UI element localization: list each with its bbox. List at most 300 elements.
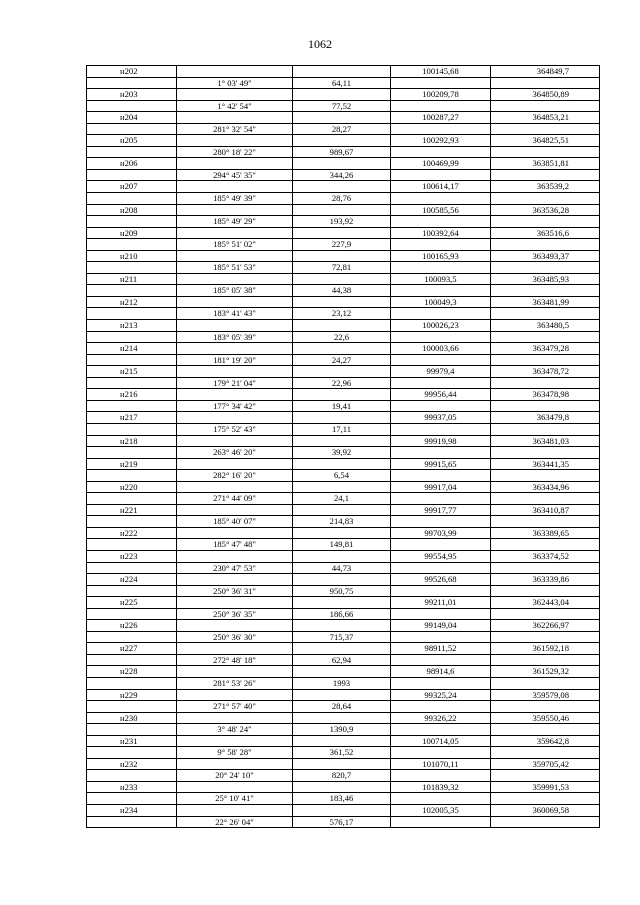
x-coordinate-cell: 99915,65 bbox=[390, 459, 490, 470]
segment-row bbox=[86, 609, 600, 621]
coordinates-table bbox=[86, 65, 600, 828]
empty-angle-cell bbox=[176, 459, 292, 470]
empty-length-cell bbox=[292, 89, 390, 100]
empty-angle-cell bbox=[176, 436, 292, 447]
empty-x-cell bbox=[390, 378, 490, 389]
direction-angle-cell: 175° 52' 43" bbox=[176, 424, 292, 435]
empty-x-cell bbox=[390, 586, 490, 597]
empty-length-cell bbox=[292, 528, 390, 539]
y-coordinate-cell: 359642,8 bbox=[490, 736, 600, 747]
empty-length-cell bbox=[292, 759, 390, 770]
direction-angle-cell: 185° 51' 53" bbox=[176, 262, 292, 273]
segment-length-cell: 214,83 bbox=[292, 516, 390, 527]
empty-point-cell bbox=[86, 239, 176, 250]
empty-x-cell bbox=[390, 470, 490, 481]
point-row bbox=[86, 505, 600, 517]
direction-angle-cell: 185° 49' 29" bbox=[176, 216, 292, 227]
empty-x-cell bbox=[390, 447, 490, 458]
x-coordinate-cell: 99919,98 bbox=[390, 436, 490, 447]
empty-length-cell bbox=[292, 135, 390, 146]
direction-angle-cell: 20° 24' 10" bbox=[176, 770, 292, 781]
segment-length-cell: 715,37 bbox=[292, 632, 390, 643]
direction-angle-cell: 183° 05' 39" bbox=[176, 332, 292, 343]
empty-point-cell bbox=[86, 124, 176, 135]
direction-angle-cell: 280° 18' 22" bbox=[176, 147, 292, 158]
y-coordinate-cell: 363479,8 bbox=[490, 412, 600, 423]
direction-angle-cell: 230° 47' 53" bbox=[176, 563, 292, 574]
segment-row bbox=[86, 216, 600, 228]
y-coordinate-cell: 359705,42 bbox=[490, 759, 600, 770]
empty-y-cell bbox=[490, 563, 600, 574]
empty-point-cell bbox=[86, 355, 176, 366]
point-row bbox=[86, 459, 600, 471]
point-row bbox=[86, 135, 600, 147]
point-name-cell: н226 bbox=[86, 620, 176, 631]
y-coordinate-cell: 364849,7 bbox=[490, 66, 600, 77]
point-name-cell: н220 bbox=[86, 482, 176, 493]
empty-point-cell bbox=[86, 747, 176, 758]
segment-length-cell: 28,64 bbox=[292, 701, 390, 712]
empty-y-cell bbox=[490, 262, 600, 273]
y-coordinate-cell: 363441,35 bbox=[490, 459, 600, 470]
segment-row bbox=[86, 101, 600, 113]
empty-length-cell bbox=[292, 459, 390, 470]
point-row bbox=[86, 412, 600, 424]
x-coordinate-cell: 100145,68 bbox=[390, 66, 490, 77]
segment-row bbox=[86, 78, 600, 90]
empty-x-cell bbox=[390, 817, 490, 828]
empty-length-cell bbox=[292, 736, 390, 747]
empty-angle-cell bbox=[176, 759, 292, 770]
empty-length-cell bbox=[292, 782, 390, 793]
empty-angle-cell bbox=[176, 320, 292, 331]
empty-angle-cell bbox=[176, 551, 292, 562]
point-name-cell: н207 bbox=[86, 181, 176, 192]
empty-x-cell bbox=[390, 332, 490, 343]
point-name-cell: н230 bbox=[86, 713, 176, 724]
direction-angle-cell: 25° 10' 41" bbox=[176, 793, 292, 804]
direction-angle-cell: 185° 47' 48" bbox=[176, 539, 292, 550]
empty-angle-cell bbox=[176, 713, 292, 724]
y-coordinate-cell: 359991,53 bbox=[490, 782, 600, 793]
empty-angle-cell bbox=[176, 366, 292, 377]
point-row bbox=[86, 66, 600, 78]
point-name-cell: н232 bbox=[86, 759, 176, 770]
segment-length-cell: 344,26 bbox=[292, 170, 390, 181]
direction-angle-cell: 272° 48' 18" bbox=[176, 655, 292, 666]
direction-angle-cell: 3° 48' 24" bbox=[176, 724, 292, 735]
empty-point-cell bbox=[86, 216, 176, 227]
point-row bbox=[86, 343, 600, 355]
direction-angle-cell: 271° 57' 40" bbox=[176, 701, 292, 712]
empty-y-cell bbox=[490, 793, 600, 804]
point-row bbox=[86, 274, 600, 286]
point-row bbox=[86, 297, 600, 309]
empty-x-cell bbox=[390, 170, 490, 181]
empty-y-cell bbox=[490, 193, 600, 204]
empty-length-cell bbox=[292, 713, 390, 724]
point-row bbox=[86, 528, 600, 540]
direction-angle-cell: 1° 42' 54" bbox=[176, 101, 292, 112]
segment-row bbox=[86, 193, 600, 205]
empty-angle-cell bbox=[176, 135, 292, 146]
point-name-cell: н222 bbox=[86, 528, 176, 539]
empty-length-cell bbox=[292, 297, 390, 308]
empty-length-cell bbox=[292, 666, 390, 677]
direction-angle-cell: 183° 41' 43" bbox=[176, 308, 292, 319]
empty-length-cell bbox=[292, 366, 390, 377]
empty-angle-cell bbox=[176, 620, 292, 631]
empty-x-cell bbox=[390, 516, 490, 527]
empty-angle-cell bbox=[176, 528, 292, 539]
empty-y-cell bbox=[490, 724, 600, 735]
empty-length-cell bbox=[292, 66, 390, 77]
empty-length-cell bbox=[292, 482, 390, 493]
empty-y-cell bbox=[490, 747, 600, 758]
empty-length-cell bbox=[292, 274, 390, 285]
segment-row bbox=[86, 563, 600, 575]
segment-row bbox=[86, 378, 600, 390]
empty-point-cell bbox=[86, 701, 176, 712]
segment-row bbox=[86, 447, 600, 459]
empty-point-cell bbox=[86, 332, 176, 343]
empty-x-cell bbox=[390, 355, 490, 366]
segment-row bbox=[86, 401, 600, 413]
y-coordinate-cell: 363851,81 bbox=[490, 158, 600, 169]
point-row bbox=[86, 158, 600, 170]
empty-angle-cell bbox=[176, 505, 292, 516]
empty-length-cell bbox=[292, 597, 390, 608]
direction-angle-cell: 179° 21' 04" bbox=[176, 378, 292, 389]
empty-length-cell bbox=[292, 181, 390, 192]
segment-row bbox=[86, 493, 600, 505]
point-name-cell: н208 bbox=[86, 205, 176, 216]
segment-row bbox=[86, 586, 600, 598]
empty-point-cell bbox=[86, 378, 176, 389]
y-coordinate-cell: 363481,03 bbox=[490, 436, 600, 447]
empty-angle-cell bbox=[176, 782, 292, 793]
empty-length-cell bbox=[292, 643, 390, 654]
empty-point-cell bbox=[86, 724, 176, 735]
empty-x-cell bbox=[390, 285, 490, 296]
y-coordinate-cell: 363410,87 bbox=[490, 505, 600, 516]
point-name-cell: н228 bbox=[86, 666, 176, 677]
segment-length-cell: 1993 bbox=[292, 678, 390, 689]
y-coordinate-cell: 359550,46 bbox=[490, 713, 600, 724]
x-coordinate-cell: 99979,4 bbox=[390, 366, 490, 377]
segment-row bbox=[86, 516, 600, 528]
empty-y-cell bbox=[490, 216, 600, 227]
direction-angle-cell: 185° 40' 07" bbox=[176, 516, 292, 527]
segment-length-cell: 24,27 bbox=[292, 355, 390, 366]
y-coordinate-cell: 363339,86 bbox=[490, 574, 600, 585]
empty-x-cell bbox=[390, 701, 490, 712]
point-row bbox=[86, 320, 600, 332]
y-coordinate-cell: 363478,98 bbox=[490, 389, 600, 400]
direction-angle-cell: 282° 16' 20" bbox=[176, 470, 292, 481]
point-row bbox=[86, 205, 600, 217]
x-coordinate-cell: 99937,05 bbox=[390, 412, 490, 423]
x-coordinate-cell: 99917,04 bbox=[390, 482, 490, 493]
x-coordinate-cell: 101839,32 bbox=[390, 782, 490, 793]
segment-row bbox=[86, 355, 600, 367]
empty-length-cell bbox=[292, 505, 390, 516]
empty-y-cell bbox=[490, 424, 600, 435]
empty-point-cell bbox=[86, 516, 176, 527]
segment-length-cell: 17,11 bbox=[292, 424, 390, 435]
point-row bbox=[86, 597, 600, 609]
empty-angle-cell bbox=[176, 343, 292, 354]
y-coordinate-cell: 363493,37 bbox=[490, 251, 600, 262]
empty-length-cell bbox=[292, 412, 390, 423]
point-name-cell: н223 bbox=[86, 551, 176, 562]
point-name-cell: н204 bbox=[86, 112, 176, 123]
x-coordinate-cell: 100026,23 bbox=[390, 320, 490, 331]
point-name-cell: н212 bbox=[86, 297, 176, 308]
segment-length-cell: 23,12 bbox=[292, 308, 390, 319]
empty-length-cell bbox=[292, 228, 390, 239]
y-coordinate-cell: 363389,65 bbox=[490, 528, 600, 539]
empty-angle-cell bbox=[176, 158, 292, 169]
empty-x-cell bbox=[390, 424, 490, 435]
x-coordinate-cell: 100165,93 bbox=[390, 251, 490, 262]
empty-y-cell bbox=[490, 170, 600, 181]
empty-x-cell bbox=[390, 793, 490, 804]
empty-length-cell bbox=[292, 436, 390, 447]
x-coordinate-cell: 101070,11 bbox=[390, 759, 490, 770]
empty-length-cell bbox=[292, 205, 390, 216]
empty-x-cell bbox=[390, 147, 490, 158]
segment-row bbox=[86, 470, 600, 482]
point-row bbox=[86, 366, 600, 378]
segment-length-cell: 820,7 bbox=[292, 770, 390, 781]
segment-row bbox=[86, 747, 600, 759]
x-coordinate-cell: 99703,99 bbox=[390, 528, 490, 539]
empty-x-cell bbox=[390, 78, 490, 89]
x-coordinate-cell: 100003,66 bbox=[390, 343, 490, 354]
empty-angle-cell bbox=[176, 805, 292, 816]
empty-x-cell bbox=[390, 747, 490, 758]
empty-x-cell bbox=[390, 216, 490, 227]
y-coordinate-cell: 363480,5 bbox=[490, 320, 600, 331]
y-coordinate-cell: 363539,2 bbox=[490, 181, 600, 192]
empty-x-cell bbox=[390, 724, 490, 735]
segment-row bbox=[86, 424, 600, 436]
empty-y-cell bbox=[490, 78, 600, 89]
segment-row bbox=[86, 170, 600, 182]
empty-angle-cell bbox=[176, 736, 292, 747]
point-row bbox=[86, 482, 600, 494]
point-row bbox=[86, 181, 600, 193]
empty-x-cell bbox=[390, 262, 490, 273]
empty-y-cell bbox=[490, 609, 600, 620]
empty-y-cell bbox=[490, 101, 600, 112]
empty-length-cell bbox=[292, 620, 390, 631]
point-name-cell: н224 bbox=[86, 574, 176, 585]
x-coordinate-cell: 100049,3 bbox=[390, 297, 490, 308]
segment-length-cell: 28,27 bbox=[292, 124, 390, 135]
segment-row bbox=[86, 724, 600, 736]
empty-angle-cell bbox=[176, 228, 292, 239]
y-coordinate-cell: 364850,89 bbox=[490, 89, 600, 100]
empty-angle-cell bbox=[176, 112, 292, 123]
empty-x-cell bbox=[390, 655, 490, 666]
segment-length-cell: 950,75 bbox=[292, 586, 390, 597]
segment-length-cell: 19,41 bbox=[292, 401, 390, 412]
segment-row bbox=[86, 655, 600, 667]
point-name-cell: н231 bbox=[86, 736, 176, 747]
segment-length-cell: 186,66 bbox=[292, 609, 390, 620]
empty-y-cell bbox=[490, 378, 600, 389]
empty-angle-cell bbox=[176, 89, 292, 100]
segment-row bbox=[86, 793, 600, 805]
segment-length-cell: 24,1 bbox=[292, 493, 390, 504]
point-row bbox=[86, 736, 600, 748]
y-coordinate-cell: 363516,6 bbox=[490, 228, 600, 239]
empty-point-cell bbox=[86, 262, 176, 273]
point-name-cell: н229 bbox=[86, 690, 176, 701]
empty-angle-cell bbox=[176, 251, 292, 262]
x-coordinate-cell: 100209,78 bbox=[390, 89, 490, 100]
y-coordinate-cell: 364825,51 bbox=[490, 135, 600, 146]
empty-point-cell bbox=[86, 424, 176, 435]
empty-point-cell bbox=[86, 285, 176, 296]
empty-point-cell bbox=[86, 678, 176, 689]
segment-length-cell: 183,46 bbox=[292, 793, 390, 804]
segment-row bbox=[86, 701, 600, 713]
empty-length-cell bbox=[292, 389, 390, 400]
point-name-cell: н210 bbox=[86, 251, 176, 262]
empty-point-cell bbox=[86, 539, 176, 550]
direction-angle-cell: 250° 36' 30" bbox=[176, 632, 292, 643]
empty-y-cell bbox=[490, 355, 600, 366]
empty-y-cell bbox=[490, 632, 600, 643]
empty-y-cell bbox=[490, 285, 600, 296]
y-coordinate-cell: 363479,28 bbox=[490, 343, 600, 354]
point-row bbox=[86, 690, 600, 702]
x-coordinate-cell: 99149,04 bbox=[390, 620, 490, 631]
point-row bbox=[86, 782, 600, 794]
direction-angle-cell: 250° 36' 31" bbox=[176, 586, 292, 597]
segment-row bbox=[86, 770, 600, 782]
empty-point-cell bbox=[86, 308, 176, 319]
y-coordinate-cell: 362443,04 bbox=[490, 597, 600, 608]
direction-angle-cell: 1° 03' 49" bbox=[176, 78, 292, 89]
point-name-cell: н214 bbox=[86, 343, 176, 354]
y-coordinate-cell: 361529,32 bbox=[490, 666, 600, 677]
segment-row bbox=[86, 147, 600, 159]
x-coordinate-cell: 99211,01 bbox=[390, 597, 490, 608]
empty-angle-cell bbox=[176, 666, 292, 677]
empty-length-cell bbox=[292, 320, 390, 331]
empty-x-cell bbox=[390, 770, 490, 781]
empty-point-cell bbox=[86, 193, 176, 204]
empty-angle-cell bbox=[176, 690, 292, 701]
empty-y-cell bbox=[490, 516, 600, 527]
empty-length-cell bbox=[292, 805, 390, 816]
empty-y-cell bbox=[490, 401, 600, 412]
segment-length-cell: 6,54 bbox=[292, 470, 390, 481]
x-coordinate-cell: 100585,56 bbox=[390, 205, 490, 216]
segment-length-cell: 989,67 bbox=[292, 147, 390, 158]
direction-angle-cell: 185° 49' 39" bbox=[176, 193, 292, 204]
x-coordinate-cell: 99325,24 bbox=[390, 690, 490, 701]
segment-length-cell: 72,81 bbox=[292, 262, 390, 273]
x-coordinate-cell: 100714,05 bbox=[390, 736, 490, 747]
empty-point-cell bbox=[86, 470, 176, 481]
point-row bbox=[86, 643, 600, 655]
segment-length-cell: 44,38 bbox=[292, 285, 390, 296]
y-coordinate-cell: 359579,08 bbox=[490, 690, 600, 701]
empty-point-cell bbox=[86, 563, 176, 574]
empty-point-cell bbox=[86, 493, 176, 504]
y-coordinate-cell: 363485,93 bbox=[490, 274, 600, 285]
empty-point-cell bbox=[86, 401, 176, 412]
empty-x-cell bbox=[390, 101, 490, 112]
empty-length-cell bbox=[292, 158, 390, 169]
empty-x-cell bbox=[390, 493, 490, 504]
segment-length-cell: 62,94 bbox=[292, 655, 390, 666]
empty-point-cell bbox=[86, 170, 176, 181]
segment-length-cell: 149,81 bbox=[292, 539, 390, 550]
direction-angle-cell: 250° 36' 35" bbox=[176, 609, 292, 620]
empty-length-cell bbox=[292, 251, 390, 262]
x-coordinate-cell: 100287,27 bbox=[390, 112, 490, 123]
point-row bbox=[86, 759, 600, 771]
point-name-cell: н221 bbox=[86, 505, 176, 516]
point-row bbox=[86, 666, 600, 678]
empty-x-cell bbox=[390, 539, 490, 550]
empty-length-cell bbox=[292, 112, 390, 123]
point-name-cell: н202 bbox=[86, 66, 176, 77]
empty-y-cell bbox=[490, 586, 600, 597]
segment-length-cell: 44,73 bbox=[292, 563, 390, 574]
point-row bbox=[86, 389, 600, 401]
point-row bbox=[86, 112, 600, 124]
point-name-cell: н233 bbox=[86, 782, 176, 793]
x-coordinate-cell: 100469,99 bbox=[390, 158, 490, 169]
segment-length-cell: 22,6 bbox=[292, 332, 390, 343]
point-row bbox=[86, 620, 600, 632]
empty-angle-cell bbox=[176, 66, 292, 77]
empty-point-cell bbox=[86, 770, 176, 781]
point-row bbox=[86, 713, 600, 725]
x-coordinate-cell: 100093,5 bbox=[390, 274, 490, 285]
point-name-cell: н216 bbox=[86, 389, 176, 400]
point-name-cell: н213 bbox=[86, 320, 176, 331]
empty-y-cell bbox=[490, 817, 600, 828]
segment-length-cell: 39,92 bbox=[292, 447, 390, 458]
empty-x-cell bbox=[390, 563, 490, 574]
empty-length-cell bbox=[292, 551, 390, 562]
segment-row bbox=[86, 817, 600, 829]
segment-length-cell: 64,11 bbox=[292, 78, 390, 89]
segment-row bbox=[86, 308, 600, 320]
y-coordinate-cell: 363374,52 bbox=[490, 551, 600, 562]
empty-x-cell bbox=[390, 124, 490, 135]
empty-length-cell bbox=[292, 690, 390, 701]
empty-x-cell bbox=[390, 193, 490, 204]
point-row bbox=[86, 574, 600, 586]
direction-angle-cell: 294° 45' 35" bbox=[176, 170, 292, 181]
x-coordinate-cell: 102005,35 bbox=[390, 805, 490, 816]
direction-angle-cell: 177° 34' 42" bbox=[176, 401, 292, 412]
y-coordinate-cell: 361592,18 bbox=[490, 643, 600, 654]
empty-x-cell bbox=[390, 678, 490, 689]
empty-y-cell bbox=[490, 308, 600, 319]
empty-y-cell bbox=[490, 332, 600, 343]
empty-angle-cell bbox=[176, 297, 292, 308]
